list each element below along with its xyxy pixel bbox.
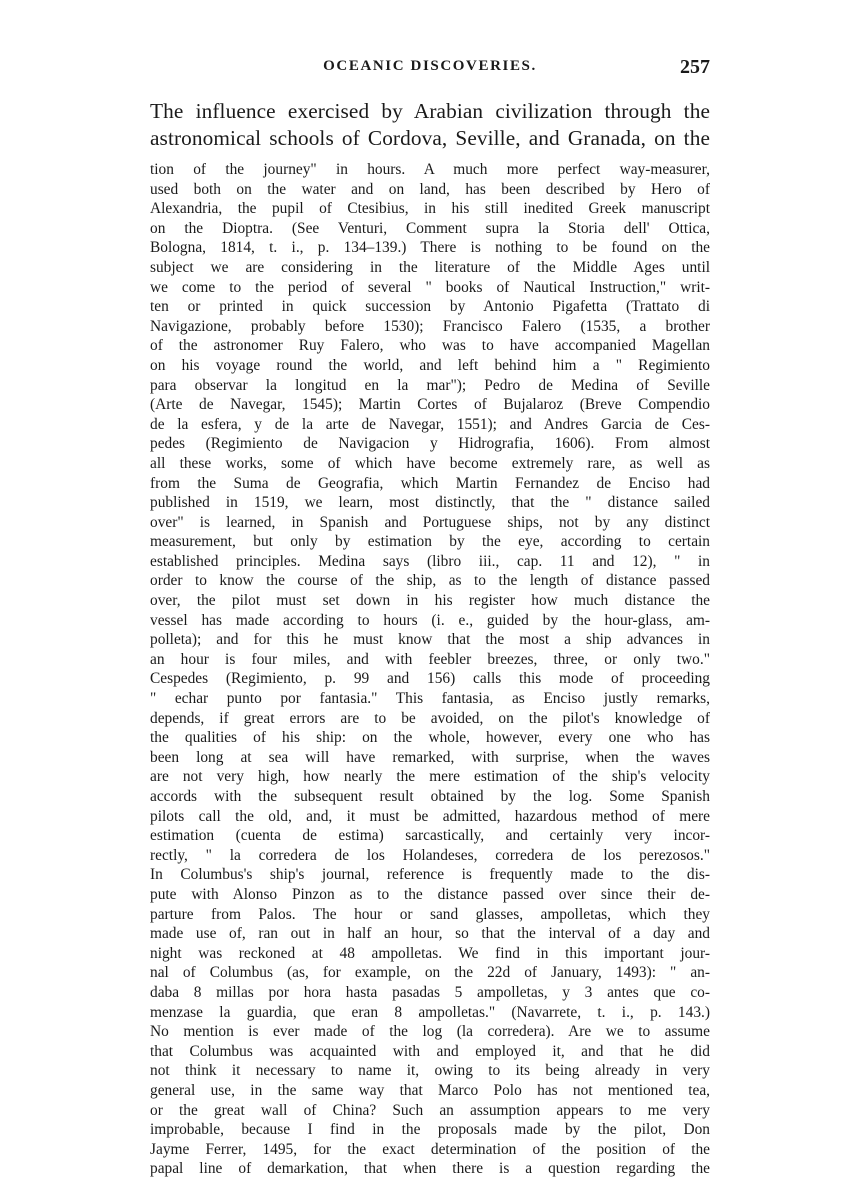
footnote-line: Navigazione, probably before 1530); Francisco Falero (1535, a brother: [150, 317, 710, 335]
footnote-line: vessel has made according to hours (i. e., guided by the hour-glass, am-: [150, 611, 710, 629]
footnote-text: [150, 160, 710, 1179]
footnote-line: of the astronomer Ruy Falero, who was to have accompanied Magellan: [150, 337, 710, 355]
footnote-line: subject we are considering in the literature of the Middle Ages until: [150, 258, 710, 276]
footnote-line: order to know the course of the ship, as to the length of distance passed: [150, 572, 710, 590]
footnote-line: " echar punto por fantasia." This fantasia, as Enciso justly remarks,: [150, 690, 710, 708]
footnote-line: improbable, because I find in the proposals made by the pilot, Don: [150, 1121, 710, 1139]
footnote-line: pute with Alonso Pinzon as to the distance passed over since their de-: [150, 885, 710, 903]
footnote-line: nal of Columbus (as, for example, on the 22d of January, 1493): " an-: [150, 964, 710, 982]
footnote-line: not think it necessary to name it, owing to its being already in very: [150, 1062, 710, 1080]
footnote-line: tion of the journey" in hours. A much more perfect way-measurer,: [150, 161, 710, 178]
footnote-line: over" is learned, in Spanish and Portuguese ships, not by any distinct: [150, 513, 710, 531]
footnote-line: ten or printed in quick succession by Antonio Pigafetta (Trattato di: [150, 298, 710, 316]
footnote-line: de la esfera, y de la arte de Navegar, 1551); and Andres Garcia de Ces-: [150, 415, 710, 433]
main-text-line: The influence exercised by Arabian civilization through the: [150, 99, 710, 123]
footnote-line: estimation (cuenta de estima) sarcastically, and certainly very incor-: [150, 827, 710, 845]
footnote-line: on the Dioptra. (See Venturi, Comment supra la Storia dell' Ottica,: [150, 219, 710, 237]
footnote-line: papal line of demarkation, that when there is a question regarding the: [150, 1160, 710, 1178]
footnote-line: Alexandria, the pupil of Ctesibius, in his still inedited Greek manuscript: [150, 200, 710, 218]
footnote-line: para observar la longitud en la mar"); Pedro de Medina of Seville: [150, 376, 710, 394]
footnote-line: Jayme Ferrer, 1495, for the exact determination of the position of the: [150, 1140, 710, 1158]
footnote-line: used both on the water and on land, has been described by Hero of: [150, 180, 710, 198]
footnote-line: made use of, ran out in half an hour, so that the interval of a day and: [150, 925, 710, 943]
footnote-line: daba 8 millas por hora hasta pasadas 5 ampolletas, y 3 antes que co-: [150, 983, 710, 1001]
footnote-line: been long at sea will have remarked, with surprise, when the waves: [150, 748, 710, 766]
footnote-line: on his voyage round the world, and left behind him a " Regimiento: [150, 356, 710, 374]
footnote-line: published in 1519, we learn, most distinctly, that the " distance sailed: [150, 494, 710, 512]
footnote-line: the qualities of his ship: on the whole, however, every one who has: [150, 729, 710, 747]
footnote-line: general use, in the same way that Marco Polo has not mentioned tea,: [150, 1081, 710, 1099]
footnote-line: accords with the subsequent result obtained by the log. Some Spanish: [150, 788, 710, 805]
main-text: [150, 98, 710, 152]
footnote-line: parture from Palos. The hour or sand glasses, ampolletas, which they: [150, 905, 710, 923]
footnote-line: night was reckoned at 48 ampolletas. We find in this important jour-: [150, 944, 710, 962]
footnote-line: over, the pilot must set down in his register how much distance the: [150, 592, 710, 610]
footnote-line: or the great wall of China? Such an assumption appears to me very: [150, 1101, 710, 1119]
footnote-line: we come to the period of several " books of Nautical Instruction," writ-: [150, 278, 710, 296]
footnote-line: an hour is four miles, and with feebler breezes, three, or only two.": [150, 650, 710, 668]
running-head: [150, 58, 710, 82]
footnote-line: all these works, some of which have become extremely rare, as well as: [150, 454, 710, 472]
footnote-line: menzase la guardia, que eran 8 ampolletas." (Navarrete, t. i., p. 143.): [150, 1003, 710, 1021]
footnote-line: Bologna, 1814, t. i., p. 134–139.) There is nothing to be found on the: [150, 239, 710, 257]
footnote-line: that Columbus was acquainted with and employed it, and that he did: [150, 1042, 710, 1060]
footnote-line: Cespedes (Regimiento, p. 99 and 156) calls this mode of proceeding: [150, 670, 710, 688]
footnote-line: No mention is ever made of the log (la corredera). Are we to assume: [150, 1023, 710, 1041]
footnote-line: In Columbus's ship's journal, reference is frequently made to the dis-: [150, 866, 710, 884]
footnote-line: depends, if great errors are to be avoided, on the pilot's knowledge of: [150, 709, 710, 727]
footnote-line: established principles. Medina says (libro iii., cap. 11 and 12), " in: [150, 552, 710, 570]
main-text-line: astronomical schools of Cordova, Seville, and Granada, on the: [150, 126, 710, 150]
footnote-line: (Arte de Navegar, 1545); Martin Cortes of Bujalaroz (Breve Compendio: [150, 396, 710, 414]
footnote-line: measurement, but only by estimation by the eye, according to certain: [150, 533, 710, 551]
footnote-line: are not very high, how nearly the mere estimation of the ship's velocity: [150, 768, 710, 786]
footnote-line: from the Suma de Geografia, which Martin Fernandez de Enciso had: [150, 474, 710, 492]
page-number: 257: [680, 56, 710, 78]
footnote-line: polleta); and for this he must know that the most a ship advances in: [150, 631, 710, 649]
footnote-line: pedes (Regimiento de Navigacion y Hidrografia, 1606). From almost: [150, 435, 710, 453]
footnote-line: pilots call the old, and, it must be admitted, hazardous method of mere: [150, 807, 710, 825]
footnote-line: rectly, " la corredera de los Holandeses, corredera de los perezosos.": [150, 846, 710, 864]
running-head-title: OCEANIC DISCOVERIES.: [323, 58, 537, 74]
